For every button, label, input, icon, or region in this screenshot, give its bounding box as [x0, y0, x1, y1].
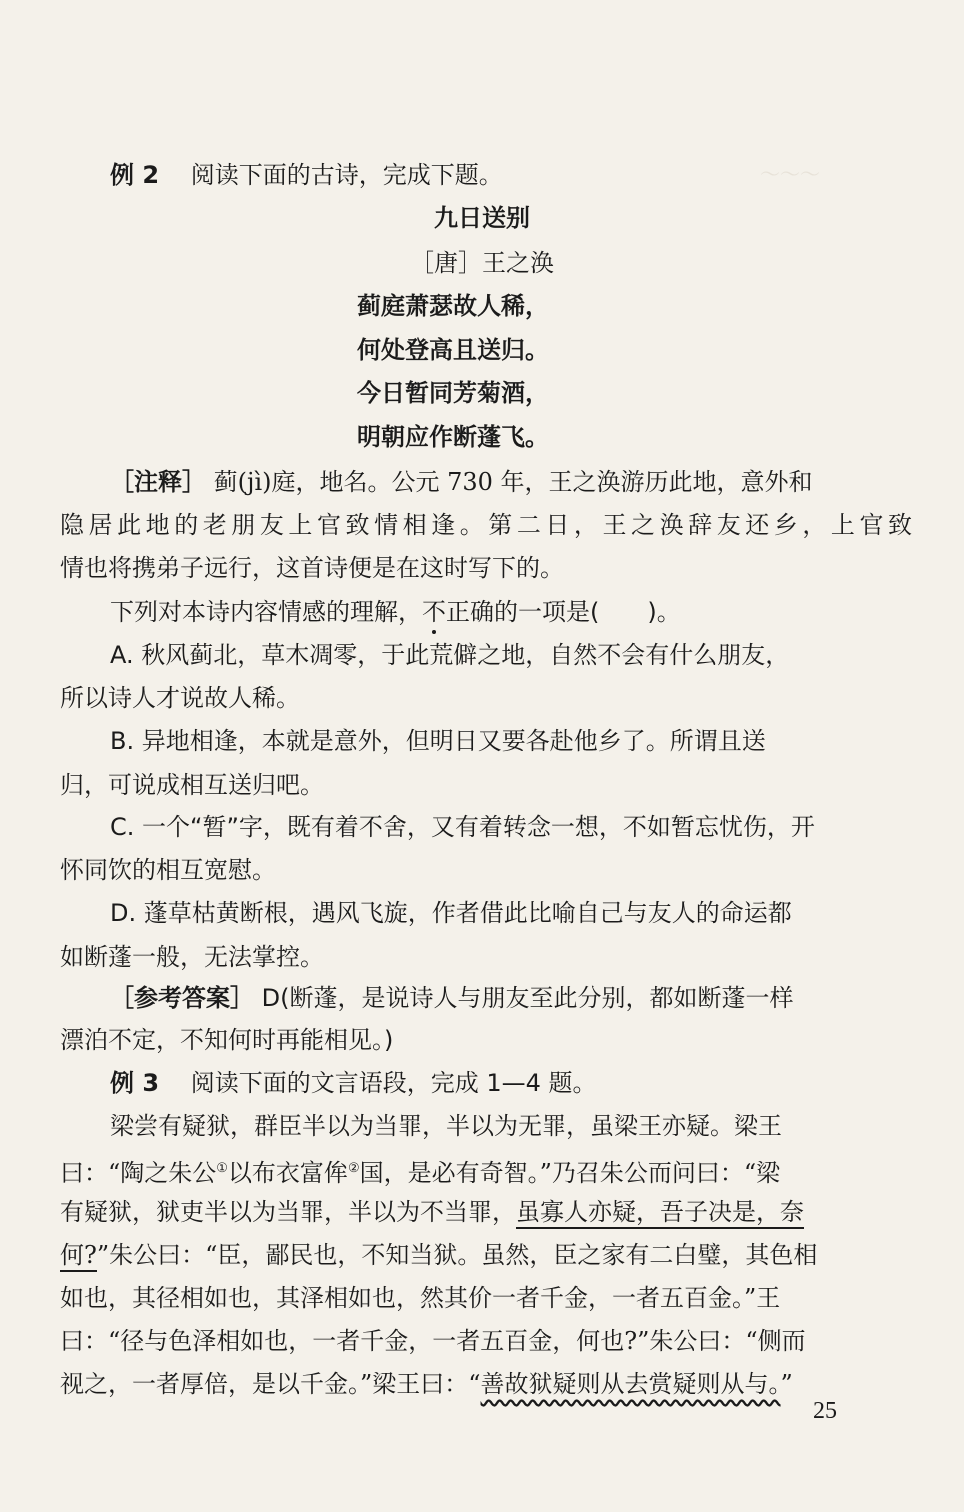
note-label: ［注释］	[110, 468, 206, 496]
underlined-sentence-part-1: 虽寡人亦疑，吾子决是，奈	[516, 1198, 804, 1229]
answer-paragraph	[110, 983, 793, 1013]
answer-line-2: 漂泊不定，不知何时再能相见。)	[60, 1026, 394, 1054]
question-correct: 正确	[446, 598, 494, 626]
passage-line-2c: 国，是必有奇智。”乃召朱公而问曰：“梁	[359, 1159, 781, 1187]
passage-line-7	[60, 1369, 793, 1399]
ghost-text: ～～～	[760, 162, 820, 186]
poem-line-1: 蓟庭萧瑟故人稀，	[357, 291, 549, 320]
poem-line-3: 今日暂同芳菊酒，	[357, 378, 549, 407]
example3-instruction: 阅读下面的文言语段，完成 1—4 题。	[190, 1069, 597, 1097]
passage-line-4b: ”朱公曰：“臣，鄙民也，不知当狱。虽然，臣之家有二白璧，其色相	[96, 1241, 818, 1269]
example2-number: 例 2	[110, 161, 160, 189]
option-c-line-2: 怀同饮的相互宽慰。	[60, 856, 276, 884]
passage-line-2b: 以布衣富侔	[227, 1159, 348, 1187]
option-a-line-1: A. 秋风蓟北，草木凋零，于此荒僻之地，自然不会有什么朋友，	[110, 641, 790, 669]
question-post: 的一项是( )。	[494, 598, 681, 626]
example2-instruction: 阅读下面的古诗，完成下题。	[190, 161, 503, 189]
passage-line-2a: 曰：“陶之朱公	[60, 1159, 217, 1187]
question-pre: 下列对本诗内容情感的理解，	[110, 598, 422, 626]
option-d-line-1: D. 蓬草枯黄断根，遇风飞旋，作者借此比喻自己与友人的命运都	[110, 899, 792, 927]
example2-heading	[110, 160, 503, 190]
poem-line-2: 何处登高且送归。	[357, 335, 549, 364]
note-line-1: 蓟(jì)庭，地名。公元 730 年，王之涣游历此地，意外和	[213, 468, 813, 496]
passage-line-4	[60, 1240, 817, 1270]
footnote-marker-1: ①	[216, 1161, 228, 1176]
poem-title: 九日送别	[434, 204, 530, 232]
passage-line-3	[60, 1197, 804, 1227]
answer-line-1: D(断蓬，是说诗人与朋友至此分别，都如断蓬一样	[261, 984, 794, 1012]
note-line-3: 情也将携弟子远行，这首诗便是在这时写下的。	[60, 554, 564, 582]
passage-line-7a: 视之，一者厚倍，是以千金。”梁王曰：“	[60, 1370, 481, 1398]
passage-line-3a: 有疑狱，狱吏半以为当罪，半以为不当罪，	[60, 1198, 516, 1226]
question-stem	[110, 597, 681, 627]
note-paragraph	[110, 467, 813, 497]
passage-line-6: 曰：“径与色泽相如也，一者千金，一者五百金，何也?”朱公曰：“侧而	[60, 1327, 806, 1355]
option-a-line-2: 所以诗人才说故人稀。	[60, 684, 300, 712]
option-c-line-1: C. 一个“暂”字，既有着不舍，又有着转念一想，不如暂忘忧伤，开	[110, 813, 815, 841]
answer-label: ［参考答案］	[110, 984, 254, 1012]
example3-heading	[110, 1068, 597, 1098]
underlined-sentence-part-2: 何?	[60, 1241, 97, 1272]
option-d-line-2: 如断蓬一般，无法掌控。	[60, 943, 324, 971]
question-emphasis: 不	[422, 598, 446, 626]
passage-line-7c: ”	[780, 1370, 793, 1398]
passage-line-2	[60, 1154, 780, 1188]
page-number: 25	[813, 1398, 837, 1424]
poem-author: ［唐］王之涣	[410, 249, 554, 277]
note-line-2: 隐居此地的老朋友上官致情相逢。第二日，王之涣辞友还乡，上官致	[60, 511, 912, 539]
example3-number: 例 3	[110, 1069, 160, 1097]
option-b-line-1: B. 异地相逢，本就是意外，但明日又要各赴他乡了。所谓且送	[110, 727, 766, 755]
option-b-line-2: 归，可说成相互送归吧。	[60, 771, 324, 799]
footnote-marker-2: ②	[347, 1161, 360, 1176]
poem-line-4: 明朝应作断蓬飞。	[357, 422, 549, 451]
passage-line-5: 如也，其径相如也，其泽相如也，然其价一者千金，一者五百金。”王	[60, 1284, 781, 1312]
wavy-underlined-sentence: 善故狱疑则从去赏疑则从与。	[480, 1370, 781, 1398]
passage-line-1: 梁尝有疑狱，群臣半以为当罪，半以为无罪，虽梁王亦疑。梁王	[110, 1112, 782, 1140]
